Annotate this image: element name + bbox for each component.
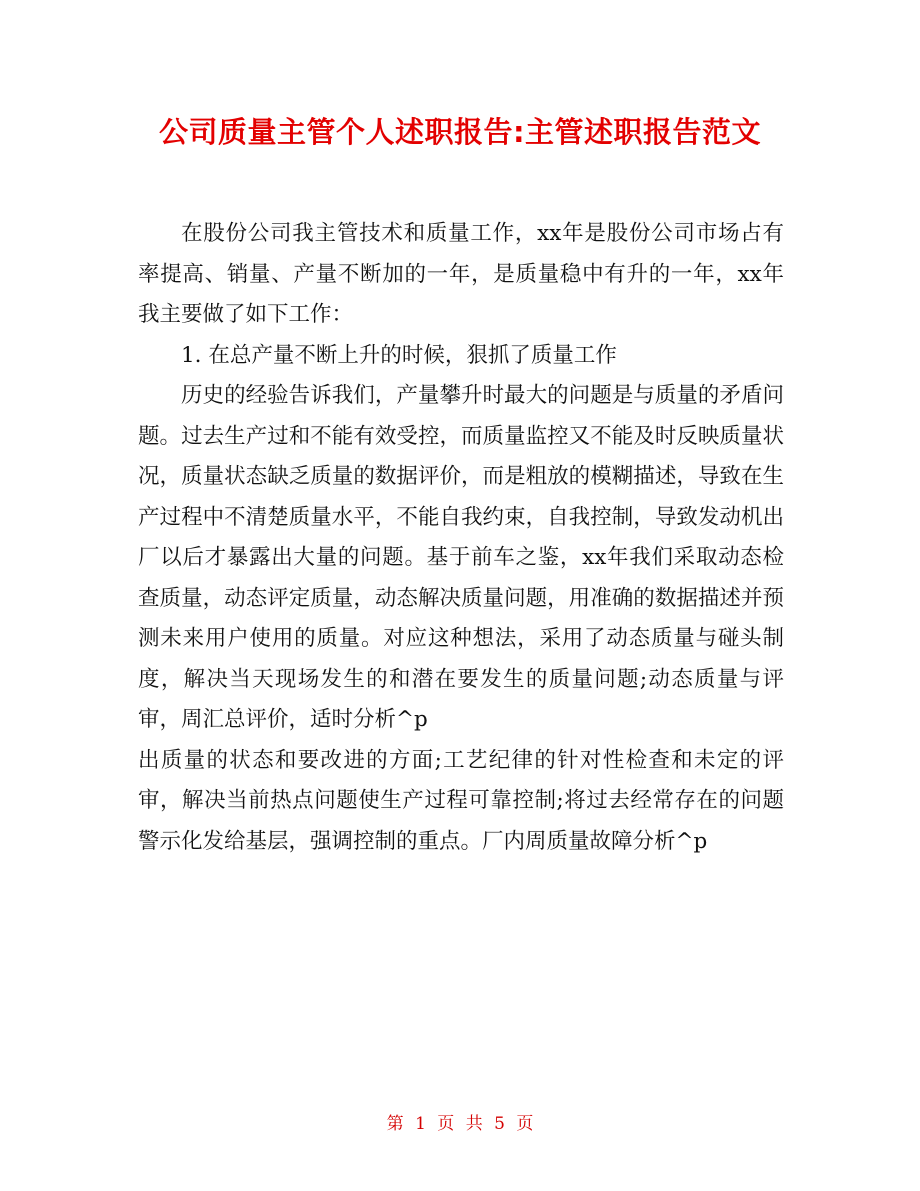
document-body bbox=[138, 214, 784, 862]
paragraph-heading-1: 1. 在总产量不断上升的时候，狠抓了质量工作 bbox=[181, 342, 617, 368]
paragraph-continuation: 出质量的状态和要改进的方面;工艺纪律的针对性检查和未定的评审，解决当前热点问题使生产过程可靠控制;将过去经常存在的问题警示化发给基层，强调控制的重点。厂内周质量故障分析^p bbox=[138, 747, 784, 854]
paragraph-history: 历史的经验告诉我们，产量攀升时最大的问题是与质量的矛盾问题。过去生产过和不能有效受控，而质量监控又不能及时反映质量状况，质量状态缺乏质量的数据评价，而是粗放的模糊描述，导致在生产过程中不清楚质量水平，不能自我约束，自我控制，导致发动机出厂以后才暴露出大量的问题。基于前车之鉴，xx年我们采取动态检查质量，动态评定质量，动态解决质量问题，用准确的数据描述并预测未来用户使用的质量。对应这种想法，采用了动态质量与碰头制度，解决当天现场发生的和潜在要发生的质量问题;动态质量与评审，周汇总评价，适时分析^p bbox=[138, 383, 784, 732]
document-title: 公司质量主管个人述职报告:主管述职报告范文 bbox=[158, 115, 762, 149]
page-number-footer: 第 1 页 共 5 页 bbox=[386, 1114, 534, 1134]
paragraph-intro: 在股份公司我主管技术和质量工作，xx年是股份公司市场占有率提高、销量、产量不断加的一年，是质量稳中有升的一年，xx年我主要做了如下工作： bbox=[138, 221, 784, 327]
